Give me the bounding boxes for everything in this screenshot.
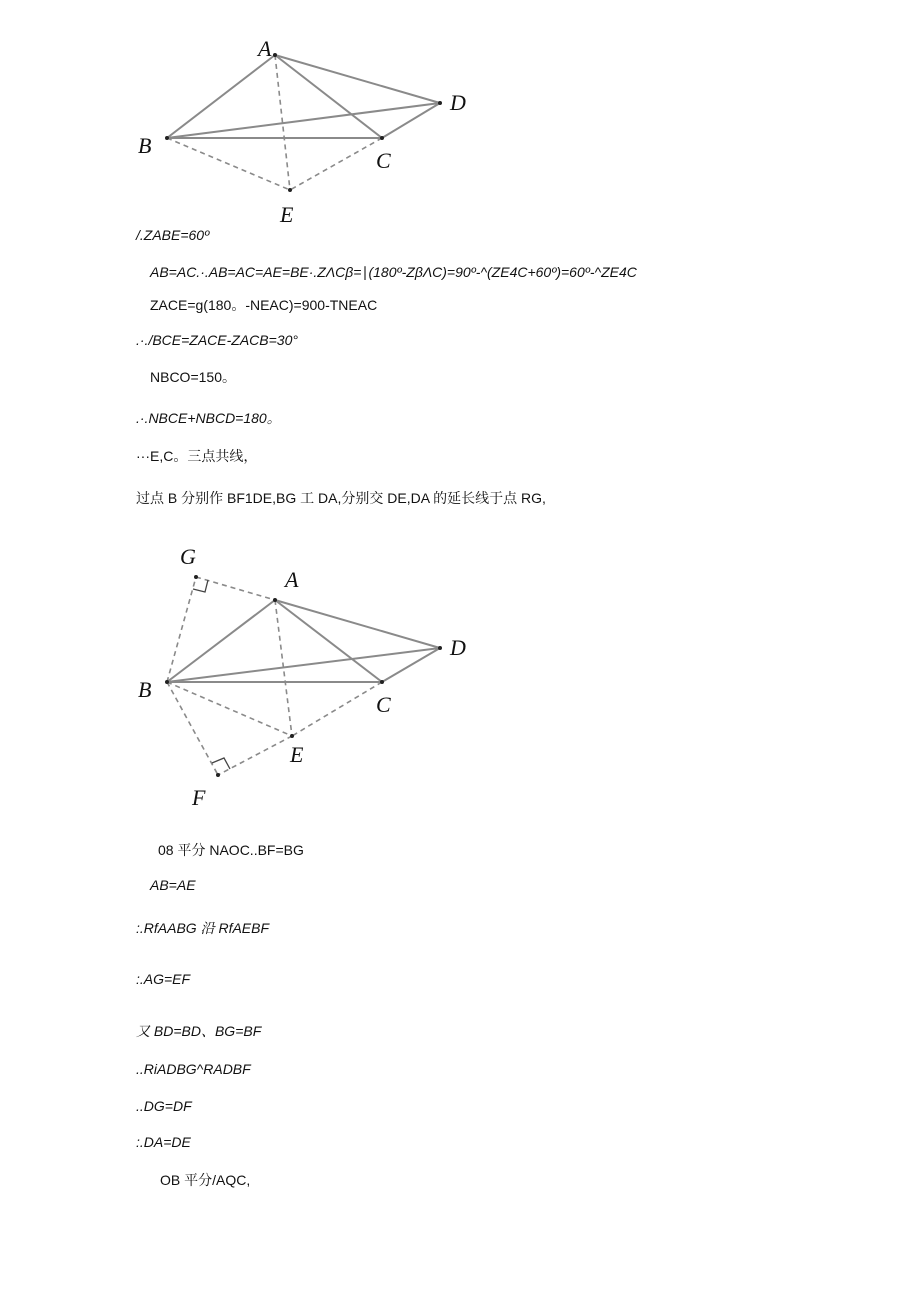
segment-BE	[167, 138, 290, 190]
proof-line-13: 又 BD=BD、BG=BF	[136, 1023, 262, 1039]
vertex-B	[165, 136, 169, 140]
proof-line-8: 过点 B 分别作 BF1DE,BG 工 DA,分别交 DE,DA 的延长线于点 RG,	[136, 490, 546, 506]
label-E: E	[290, 742, 304, 767]
segment-BE	[167, 682, 292, 736]
label-G: G	[180, 544, 196, 569]
proof-line-1: /.ZABE=60º	[136, 227, 210, 243]
segment-AC	[275, 600, 382, 682]
segment-CE	[292, 682, 382, 736]
label-F: F	[192, 785, 206, 810]
segment-EF	[218, 736, 292, 775]
proof-line-5: NBCO=150。	[150, 369, 236, 385]
segment-BD	[167, 648, 440, 682]
segment-CE	[290, 138, 382, 190]
vertex-A	[273, 53, 277, 57]
vertex-C	[380, 680, 384, 684]
proof-line-6: .·.NBCE+NBCD=180。	[136, 410, 281, 426]
segment-BG	[167, 577, 196, 682]
vertex-D	[438, 101, 442, 105]
proof-line-9-text: 08 平分 NAOC..BF=BG	[158, 842, 304, 858]
label-E: E	[280, 202, 294, 227]
label-D: D	[450, 635, 466, 660]
vertex-C	[380, 136, 384, 140]
proof-line-3: ZACE=g(180。-NEAC)=900-TNEAC	[150, 297, 378, 313]
right-angle-F	[212, 758, 230, 769]
vertex-E	[290, 734, 294, 738]
segment-AD	[275, 55, 440, 103]
figure-1-diagram	[130, 30, 490, 230]
vertex-A	[273, 598, 277, 602]
figure-2-diagram	[130, 540, 490, 820]
vertex-B	[165, 680, 169, 684]
vertex-F	[216, 773, 220, 777]
label-C: C	[376, 148, 391, 173]
label-A: A	[258, 36, 272, 61]
label-D: D	[450, 90, 466, 115]
segment-BF	[167, 682, 218, 775]
segment-AC	[275, 55, 382, 138]
label-A: A	[285, 567, 299, 592]
proof-line-16: :.DA=DE	[136, 1134, 191, 1150]
proof-line-9	[158, 841, 304, 859]
proof-line-7: ···E,C。三点共线，	[136, 448, 258, 464]
vertex-E	[288, 188, 292, 192]
vertex-D	[438, 646, 442, 650]
figure-1-svg	[130, 30, 490, 230]
segment-CD	[382, 103, 440, 138]
right-angle-G	[193, 580, 208, 592]
segment-BD	[167, 103, 440, 138]
segment-CD	[382, 648, 440, 682]
proof-line-10: AB=AE	[150, 877, 196, 893]
label-B: B	[138, 133, 152, 158]
proof-line-15: ..DG=DF	[136, 1098, 192, 1114]
proof-line-14: ..RiADBG^RADBF	[136, 1061, 251, 1077]
proof-line-17: OB 平分/AQC,	[160, 1172, 251, 1188]
figure-2-svg	[130, 540, 490, 820]
segment-AD	[275, 600, 440, 648]
proof-line-12: :.AG=EF	[136, 971, 191, 987]
label-C: C	[376, 692, 391, 717]
label-B: B	[138, 677, 152, 702]
proof-line-2: AB=AC.·.AB=AC=AE=BE·.ZΛCβ=∣(180º-ZβΛC)=90º-^(ZE4C+60º)=60º-^ZE4C	[150, 264, 637, 280]
vertex-G	[194, 575, 198, 579]
proof-line-4: .·./BCE=ZACE-ZACB=30°	[136, 332, 298, 348]
proof-line-11: :.RfAABG 沿 RfAEBF	[136, 920, 270, 936]
